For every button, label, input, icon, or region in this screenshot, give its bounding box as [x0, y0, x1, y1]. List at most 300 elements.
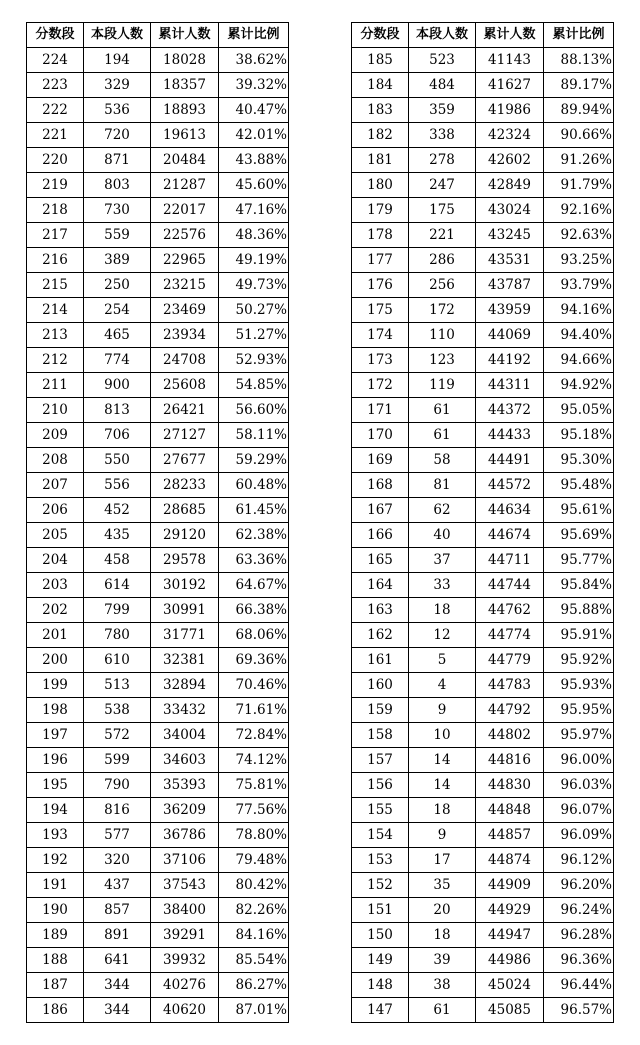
score-cell: 156 [352, 773, 409, 798]
score-cell: 170 [352, 423, 409, 448]
table-row [352, 148, 614, 173]
cumulative-percent-cell: 70.46% [219, 673, 289, 698]
segment-count-cell: 614 [84, 573, 151, 598]
segment-count-cell: 62 [409, 498, 476, 523]
table-row [27, 298, 289, 323]
score-cell: 190 [27, 898, 84, 923]
cumulative-count-cell: 28233 [151, 473, 219, 498]
cumulative-count-cell: 23469 [151, 298, 219, 323]
segment-count-cell: 610 [84, 648, 151, 673]
table-body-left [27, 48, 289, 1023]
segment-count-cell: 550 [84, 448, 151, 473]
cumulative-count-cell: 23934 [151, 323, 219, 348]
cumulative-count-cell: 44634 [476, 498, 544, 523]
cumulative-count-cell: 44372 [476, 398, 544, 423]
table-row [352, 923, 614, 948]
score-cell: 211 [27, 373, 84, 398]
table-row [352, 723, 614, 748]
cumulative-percent-cell: 82.26% [219, 898, 289, 923]
cumulative-count-cell: 42324 [476, 123, 544, 148]
table-row [27, 923, 289, 948]
cumulative-percent-cell: 94.92% [544, 373, 614, 398]
segment-count-cell: 523 [409, 48, 476, 73]
score-cell: 193 [27, 823, 84, 848]
cumulative-percent-cell: 92.16% [544, 198, 614, 223]
score-cell: 155 [352, 798, 409, 823]
segment-count-cell: 344 [84, 973, 151, 998]
cumulative-count-cell: 39932 [151, 948, 219, 973]
cumulative-percent-cell: 93.25% [544, 248, 614, 273]
cumulative-percent-cell: 95.95% [544, 698, 614, 723]
cumulative-percent-cell: 49.19% [219, 248, 289, 273]
table-row [352, 698, 614, 723]
segment-count-cell: 18 [409, 598, 476, 623]
segment-count-cell: 816 [84, 798, 151, 823]
table-row [352, 998, 614, 1023]
table-row [27, 498, 289, 523]
table-row [352, 873, 614, 898]
segment-count-cell: 780 [84, 623, 151, 648]
segment-count-cell: 20 [409, 898, 476, 923]
table-row [352, 298, 614, 323]
table-row [27, 748, 289, 773]
segment-count-cell: 39 [409, 948, 476, 973]
segment-count-cell: 559 [84, 223, 151, 248]
score-cell: 201 [27, 623, 84, 648]
score-cell: 169 [352, 448, 409, 473]
segment-count-cell: 119 [409, 373, 476, 398]
score-cell: 176 [352, 273, 409, 298]
score-cell: 177 [352, 248, 409, 273]
cumulative-percent-cell: 80.42% [219, 873, 289, 898]
cumulative-count-cell: 34603 [151, 748, 219, 773]
cumulative-count-cell: 29120 [151, 523, 219, 548]
cumulative-percent-cell: 68.06% [219, 623, 289, 648]
cumulative-percent-cell: 91.79% [544, 173, 614, 198]
segment-count-cell: 278 [409, 148, 476, 173]
segment-count-cell: 344 [84, 998, 151, 1023]
segment-count-cell: 338 [409, 123, 476, 148]
cumulative-percent-cell: 95.30% [544, 448, 614, 473]
cumulative-count-cell: 44774 [476, 623, 544, 648]
cumulative-percent-cell: 89.94% [544, 98, 614, 123]
cumulative-percent-cell: 91.26% [544, 148, 614, 173]
score-cell: 191 [27, 873, 84, 898]
cumulative-count-cell: 43959 [476, 298, 544, 323]
score-cell: 224 [27, 48, 84, 73]
cumulative-percent-cell: 84.16% [219, 923, 289, 948]
score-cell: 194 [27, 798, 84, 823]
cumulative-count-cell: 24708 [151, 348, 219, 373]
cumulative-count-cell: 45085 [476, 998, 544, 1023]
cumulative-count-cell: 34004 [151, 723, 219, 748]
table-row [352, 248, 614, 273]
table-row [27, 148, 289, 173]
cumulative-percent-cell: 63.36% [219, 548, 289, 573]
table-row [27, 823, 289, 848]
score-cell: 192 [27, 848, 84, 873]
table-row [27, 623, 289, 648]
score-cell: 181 [352, 148, 409, 173]
table-row [27, 123, 289, 148]
table-row [352, 598, 614, 623]
cumulative-percent-cell: 96.09% [544, 823, 614, 848]
cumulative-count-cell: 25608 [151, 373, 219, 398]
table-row [352, 523, 614, 548]
score-cell: 173 [352, 348, 409, 373]
segment-count-cell: 61 [409, 398, 476, 423]
segment-count-cell: 58 [409, 448, 476, 473]
score-cell: 198 [27, 698, 84, 723]
score-cell: 150 [352, 923, 409, 948]
cumulative-percent-cell: 61.45% [219, 498, 289, 523]
segment-count-cell: 81 [409, 473, 476, 498]
cumulative-percent-cell: 95.88% [544, 598, 614, 623]
segment-count-cell: 4 [409, 673, 476, 698]
segment-count-cell: 891 [84, 923, 151, 948]
segment-count-cell: 37 [409, 548, 476, 573]
score-cell: 152 [352, 873, 409, 898]
cumulative-percent-cell: 88.13% [544, 48, 614, 73]
segment-count-cell: 38 [409, 973, 476, 998]
cumulative-percent-cell: 86.27% [219, 973, 289, 998]
table-row [27, 98, 289, 123]
cumulative-count-cell: 22017 [151, 198, 219, 223]
score-cell: 166 [352, 523, 409, 548]
segment-count-cell: 599 [84, 748, 151, 773]
score-cell: 207 [27, 473, 84, 498]
segment-count-cell: 536 [84, 98, 151, 123]
segment-count-cell: 389 [84, 248, 151, 273]
cumulative-percent-cell: 54.85% [219, 373, 289, 398]
cumulative-percent-cell: 71.61% [219, 698, 289, 723]
table-row [352, 273, 614, 298]
cumulative-percent-cell: 62.38% [219, 523, 289, 548]
cumulative-percent-cell: 95.77% [544, 548, 614, 573]
cumulative-percent-cell: 72.84% [219, 723, 289, 748]
table-row [352, 323, 614, 348]
score-cell: 164 [352, 573, 409, 598]
header-segment-count: 本段人数 [84, 23, 151, 48]
segment-count-cell: 720 [84, 123, 151, 148]
cumulative-percent-cell: 95.97% [544, 723, 614, 748]
cumulative-count-cell: 32381 [151, 648, 219, 673]
table-row [352, 448, 614, 473]
score-cell: 210 [27, 398, 84, 423]
cumulative-percent-cell: 39.32% [219, 73, 289, 98]
score-cell: 158 [352, 723, 409, 748]
cumulative-percent-cell: 96.24% [544, 898, 614, 923]
score-cell: 162 [352, 623, 409, 648]
table-row [27, 548, 289, 573]
cumulative-count-cell: 36786 [151, 823, 219, 848]
table-row [27, 173, 289, 198]
segment-count-cell: 286 [409, 248, 476, 273]
score-cell: 203 [27, 573, 84, 598]
cumulative-percent-cell: 59.29% [219, 448, 289, 473]
score-cell: 215 [27, 273, 84, 298]
cumulative-count-cell: 43531 [476, 248, 544, 273]
cumulative-percent-cell: 75.81% [219, 773, 289, 798]
segment-count-cell: 813 [84, 398, 151, 423]
score-cell: 187 [27, 973, 84, 998]
score-cell: 157 [352, 748, 409, 773]
cumulative-count-cell: 44744 [476, 573, 544, 598]
table-row [352, 198, 614, 223]
segment-count-cell: 641 [84, 948, 151, 973]
table-row [27, 698, 289, 723]
score-cell: 186 [27, 998, 84, 1023]
table-row [352, 773, 614, 798]
cumulative-percent-cell: 38.62% [219, 48, 289, 73]
score-cell: 153 [352, 848, 409, 873]
segment-count-cell: 110 [409, 323, 476, 348]
table-row [27, 898, 289, 923]
cumulative-count-cell: 43787 [476, 273, 544, 298]
cumulative-count-cell: 33432 [151, 698, 219, 723]
table-row [27, 948, 289, 973]
segment-count-cell: 458 [84, 548, 151, 573]
segment-count-cell: 17 [409, 848, 476, 873]
cumulative-count-cell: 44792 [476, 698, 544, 723]
score-cell: 195 [27, 773, 84, 798]
cumulative-percent-cell: 74.12% [219, 748, 289, 773]
table-row [352, 373, 614, 398]
cumulative-count-cell: 41143 [476, 48, 544, 73]
cumulative-percent-cell: 96.03% [544, 773, 614, 798]
score-table-left [26, 22, 289, 1023]
cumulative-percent-cell: 89.17% [544, 73, 614, 98]
score-cell: 183 [352, 98, 409, 123]
segment-count-cell: 857 [84, 898, 151, 923]
segment-count-cell: 5 [409, 648, 476, 673]
table-row [27, 398, 289, 423]
table-row [27, 973, 289, 998]
segment-count-cell: 790 [84, 773, 151, 798]
cumulative-percent-cell: 96.00% [544, 748, 614, 773]
cumulative-percent-cell: 92.63% [544, 223, 614, 248]
segment-count-cell: 435 [84, 523, 151, 548]
score-cell: 220 [27, 148, 84, 173]
cumulative-count-cell: 44711 [476, 548, 544, 573]
score-cell: 174 [352, 323, 409, 348]
cumulative-percent-cell: 77.56% [219, 798, 289, 823]
cumulative-percent-cell: 95.92% [544, 648, 614, 673]
cumulative-percent-cell: 94.40% [544, 323, 614, 348]
segment-count-cell: 799 [84, 598, 151, 623]
cumulative-percent-cell: 95.91% [544, 623, 614, 648]
score-cell: 160 [352, 673, 409, 698]
score-cell: 149 [352, 948, 409, 973]
cumulative-count-cell: 44802 [476, 723, 544, 748]
table-row [27, 323, 289, 348]
cumulative-percent-cell: 96.12% [544, 848, 614, 873]
cumulative-percent-cell: 96.07% [544, 798, 614, 823]
score-cell: 163 [352, 598, 409, 623]
table-row [27, 273, 289, 298]
segment-count-cell: 250 [84, 273, 151, 298]
segment-count-cell: 730 [84, 198, 151, 223]
header-row [27, 23, 289, 48]
segment-count-cell: 18 [409, 798, 476, 823]
cumulative-percent-cell: 40.47% [219, 98, 289, 123]
cumulative-percent-cell: 60.48% [219, 473, 289, 498]
table-body-right [352, 48, 614, 1023]
cumulative-percent-cell: 96.44% [544, 973, 614, 998]
cumulative-percent-cell: 95.93% [544, 673, 614, 698]
table-row [352, 623, 614, 648]
table-row [352, 498, 614, 523]
cumulative-count-cell: 44783 [476, 673, 544, 698]
table-row [27, 848, 289, 873]
cumulative-count-cell: 40276 [151, 973, 219, 998]
table-row [352, 98, 614, 123]
table-row [352, 673, 614, 698]
segment-count-cell: 10 [409, 723, 476, 748]
segment-count-cell: 452 [84, 498, 151, 523]
score-cell: 175 [352, 298, 409, 323]
cumulative-count-cell: 30991 [151, 598, 219, 623]
segment-count-cell: 221 [409, 223, 476, 248]
cumulative-percent-cell: 95.18% [544, 423, 614, 448]
segment-count-cell: 577 [84, 823, 151, 848]
table-row [352, 423, 614, 448]
cumulative-percent-cell: 90.66% [544, 123, 614, 148]
header-cumulative-percent: 累计比例 [544, 23, 614, 48]
score-cell: 159 [352, 698, 409, 723]
cumulative-count-cell: 20484 [151, 148, 219, 173]
table-row [27, 598, 289, 623]
segment-count-cell: 123 [409, 348, 476, 373]
table-row [27, 198, 289, 223]
score-cell: 217 [27, 223, 84, 248]
score-cell: 212 [27, 348, 84, 373]
cumulative-count-cell: 30192 [151, 573, 219, 598]
cumulative-count-cell: 44986 [476, 948, 544, 973]
segment-count-cell: 9 [409, 823, 476, 848]
table-row [27, 448, 289, 473]
segment-count-cell: 572 [84, 723, 151, 748]
cumulative-percent-cell: 64.67% [219, 573, 289, 598]
table-row [352, 948, 614, 973]
table-row [352, 798, 614, 823]
table-row [352, 223, 614, 248]
table-row [27, 348, 289, 373]
cumulative-count-cell: 22965 [151, 248, 219, 273]
cumulative-count-cell: 44762 [476, 598, 544, 623]
cumulative-percent-cell: 94.16% [544, 298, 614, 323]
cumulative-count-cell: 28685 [151, 498, 219, 523]
cumulative-percent-cell: 95.61% [544, 498, 614, 523]
cumulative-percent-cell: 47.16% [219, 198, 289, 223]
cumulative-count-cell: 44069 [476, 323, 544, 348]
table-row [352, 973, 614, 998]
cumulative-count-cell: 42849 [476, 173, 544, 198]
cumulative-count-cell: 23215 [151, 273, 219, 298]
score-cell: 213 [27, 323, 84, 348]
cumulative-percent-cell: 66.38% [219, 598, 289, 623]
cumulative-count-cell: 29578 [151, 548, 219, 573]
score-cell: 182 [352, 123, 409, 148]
table-row [27, 473, 289, 498]
segment-count-cell: 254 [84, 298, 151, 323]
score-cell: 204 [27, 548, 84, 573]
cumulative-count-cell: 27127 [151, 423, 219, 448]
cumulative-count-cell: 44816 [476, 748, 544, 773]
segment-count-cell: 774 [84, 348, 151, 373]
cumulative-count-cell: 39291 [151, 923, 219, 948]
score-cell: 171 [352, 398, 409, 423]
cumulative-count-cell: 38400 [151, 898, 219, 923]
segment-count-cell: 320 [84, 848, 151, 873]
score-cell: 205 [27, 523, 84, 548]
table-row [352, 348, 614, 373]
cumulative-count-cell: 44491 [476, 448, 544, 473]
segment-count-cell: 172 [409, 298, 476, 323]
segment-count-cell: 437 [84, 873, 151, 898]
cumulative-count-cell: 18028 [151, 48, 219, 73]
segment-count-cell: 61 [409, 998, 476, 1023]
cumulative-count-cell: 44433 [476, 423, 544, 448]
score-cell: 208 [27, 448, 84, 473]
table-row [352, 48, 614, 73]
score-cell: 184 [352, 73, 409, 98]
table-row [27, 373, 289, 398]
cumulative-count-cell: 32894 [151, 673, 219, 698]
score-cell: 172 [352, 373, 409, 398]
cumulative-count-cell: 44909 [476, 873, 544, 898]
cumulative-count-cell: 43024 [476, 198, 544, 223]
cumulative-percent-cell: 43.88% [219, 148, 289, 173]
score-cell: 151 [352, 898, 409, 923]
table-row [27, 773, 289, 798]
cumulative-percent-cell: 95.84% [544, 573, 614, 598]
segment-count-cell: 706 [84, 423, 151, 448]
segment-count-cell: 329 [84, 73, 151, 98]
cumulative-count-cell: 44674 [476, 523, 544, 548]
cumulative-percent-cell: 52.93% [219, 348, 289, 373]
table-row [352, 898, 614, 923]
segment-count-cell: 513 [84, 673, 151, 698]
score-cell: 165 [352, 548, 409, 573]
cumulative-percent-cell: 96.28% [544, 923, 614, 948]
score-cell: 178 [352, 223, 409, 248]
cumulative-percent-cell: 96.57% [544, 998, 614, 1023]
cumulative-count-cell: 44779 [476, 648, 544, 673]
segment-count-cell: 556 [84, 473, 151, 498]
cumulative-percent-cell: 95.05% [544, 398, 614, 423]
header-score-range: 分数段 [352, 23, 409, 48]
table-row [352, 173, 614, 198]
cumulative-percent-cell: 96.20% [544, 873, 614, 898]
header-cumulative-count: 累计人数 [476, 23, 544, 48]
cumulative-count-cell: 44874 [476, 848, 544, 873]
cumulative-count-cell: 44857 [476, 823, 544, 848]
score-cell: 188 [27, 948, 84, 973]
segment-count-cell: 18 [409, 923, 476, 948]
segment-count-cell: 247 [409, 173, 476, 198]
table-row [27, 73, 289, 98]
segment-count-cell: 9 [409, 698, 476, 723]
header-cumulative-count: 累计人数 [151, 23, 219, 48]
segment-count-cell: 14 [409, 748, 476, 773]
segment-count-cell: 900 [84, 373, 151, 398]
score-cell: 168 [352, 473, 409, 498]
cumulative-percent-cell: 96.36% [544, 948, 614, 973]
header-segment-count: 本段人数 [409, 23, 476, 48]
cumulative-count-cell: 35393 [151, 773, 219, 798]
cumulative-count-cell: 44830 [476, 773, 544, 798]
